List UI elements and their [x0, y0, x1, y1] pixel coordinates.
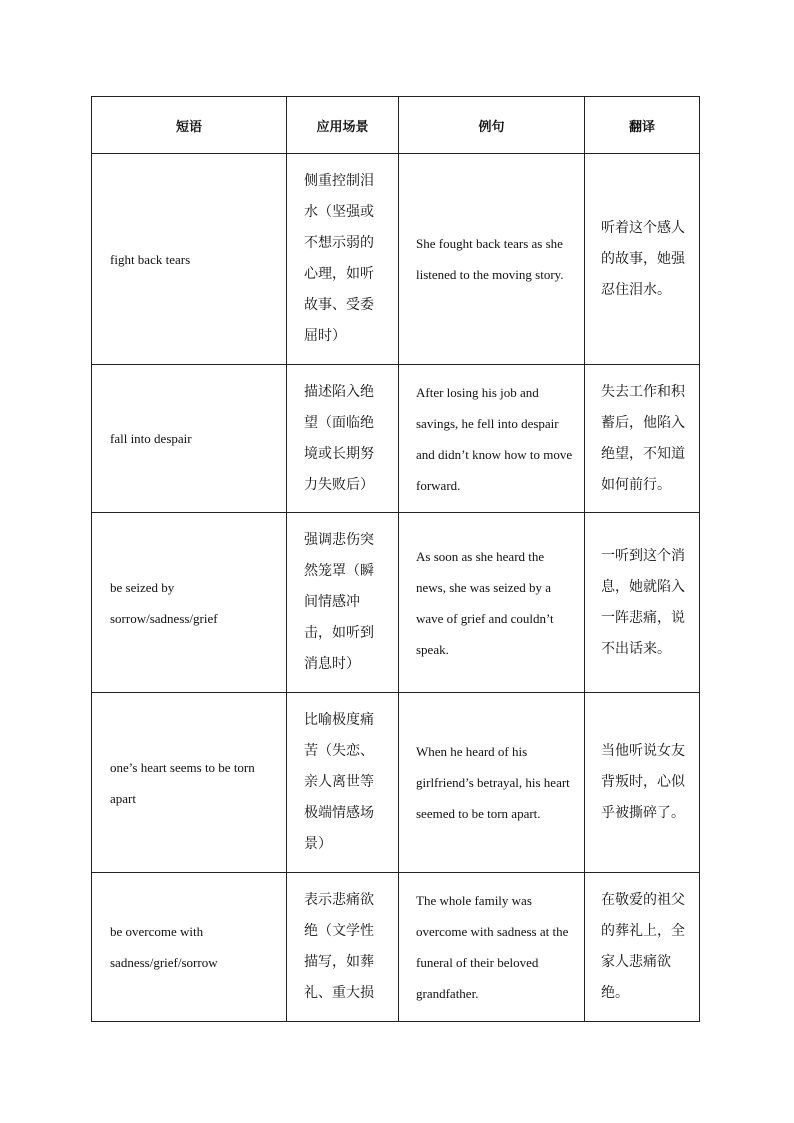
translation-cell: 一听到这个消息，她就陷入一阵悲痛，说不出话来。	[585, 513, 700, 693]
example-cell: When he heard of his girlfriend’s betrayal, his heart seemed to be torn apart.	[399, 693, 585, 873]
header-translation: 翻译	[585, 97, 700, 154]
phrase-cell: fall into despair	[92, 365, 287, 513]
table-row	[92, 693, 700, 873]
phrase-cell: one’s heart seems to be torn apart	[92, 693, 287, 873]
table-row	[92, 154, 700, 365]
scene-cell: 比喻极度痛苦（失恋、亲人离世等极端情感场景）	[287, 693, 399, 873]
header-example: 例句	[399, 97, 585, 154]
phrase-cell: be seized by sorrow/sadness/grief	[92, 513, 287, 693]
phrase-cell: be overcome with sadness/grief/sorrow	[92, 873, 287, 1022]
phrase-table	[91, 96, 700, 1022]
translation-cell: 在敬爱的祖父的葬礼上，全家人悲痛欲绝。	[585, 873, 700, 1022]
table-row	[92, 365, 700, 513]
scene-cell: 强调悲伤突然笼罩（瞬间情感冲击，如听到消息时）	[287, 513, 399, 693]
example-cell: After losing his job and savings, he fell into despair and didn’t know how to move forward.	[399, 365, 585, 513]
translation-cell: 当他听说女友背叛时，心似乎被撕碎了。	[585, 693, 700, 873]
header-phrase: 短语	[92, 97, 287, 154]
table-row	[92, 513, 700, 693]
table-header-row	[92, 97, 700, 154]
scene-cell: 表示悲痛欲绝（文学性描写，如葬礼、重大损	[287, 873, 399, 1022]
example-cell: She fought back tears as she listened to the moving story.	[399, 154, 585, 365]
translation-cell: 听着这个感人的故事，她强忍住泪水。	[585, 154, 700, 365]
header-scene: 应用场景	[287, 97, 399, 154]
example-cell: The whole family was overcome with sadness at the funeral of their beloved grandfather.	[399, 873, 585, 1022]
table-row	[92, 873, 700, 1022]
example-cell: As soon as she heard the news, she was seized by a wave of grief and couldn’t speak.	[399, 513, 585, 693]
phrase-cell: fight back tears	[92, 154, 287, 365]
translation-cell: 失去工作和积蓄后，他陷入绝望，不知道如何前行。	[585, 365, 700, 513]
scene-cell: 描述陷入绝望（面临绝境或长期努力失败后）	[287, 365, 399, 513]
scene-cell: 侧重控制泪水（坚强或不想示弱的心理，如听故事、受委屈时）	[287, 154, 399, 365]
